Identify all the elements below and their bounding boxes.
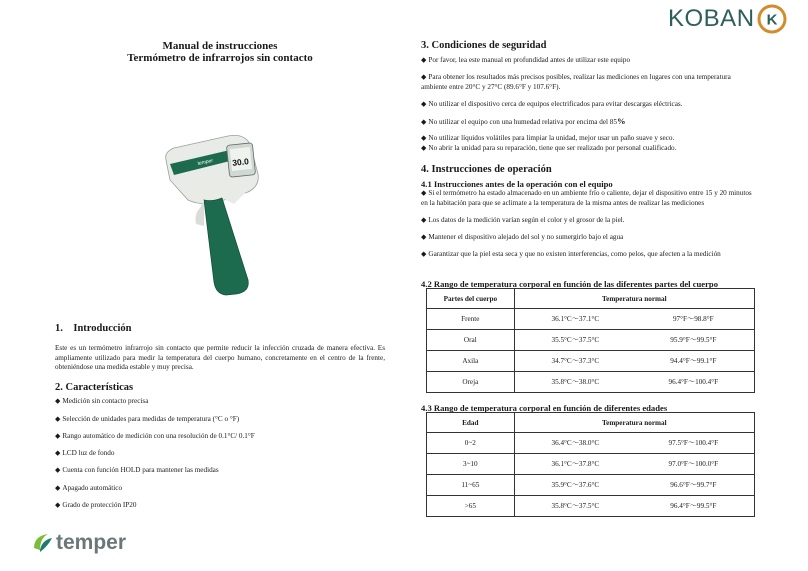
table-row: 11~65 35.9°C～37.6°C 96.6°F～99.7°F — [427, 475, 755, 496]
diamond-bullet-icon: ◆ — [421, 233, 427, 241]
table-row: 3~10 36.1°C～37.8°C 97.0°F～100.0°F — [427, 454, 755, 475]
koban-k-icon — [757, 4, 787, 34]
operation-sub1-heading: 4.1 Instrucciones antes de la operación con el equipo — [421, 179, 613, 189]
table-row: 0~2 36.4°C～38.0°C 97.5°F～100.4°F — [427, 433, 755, 454]
diamond-bullet-icon: ◆ — [55, 466, 61, 474]
feature-item — [55, 484, 122, 494]
device-lcd-reading: 30.0 — [231, 156, 250, 168]
feature-item-text: Selección de unidades para medidas de temperatura (°C o °F) — [62, 415, 240, 423]
koban-logo-text: KOBAN — [668, 5, 755, 32]
feature-item-text: Grado de protección IP20 — [62, 501, 137, 509]
diamond-bullet-icon: ◆ — [421, 250, 427, 258]
safety-item-text: No utilizar el equipo con una humedad relativa por encima del 85 — [428, 118, 617, 126]
operation-item-text: Garantizar que la piel esta seca y que no existen interferencias, como pelos, que afecten a la medición — [428, 250, 721, 258]
table-ages-col2: Temperatura normal — [514, 413, 754, 433]
operation-item-text: Los datos de la medición varían según el color y el grosor de la piel. — [428, 216, 625, 224]
thermometer-illustration — [160, 130, 270, 300]
diamond-bullet-icon: ◆ — [421, 56, 427, 64]
features-heading: 2. Características — [55, 382, 134, 393]
diamond-bullet-icon: ◆ — [55, 501, 61, 509]
safety-item-cont — [421, 83, 560, 93]
operation-item-text: Si el termómetro ha estado almacenado en un ambiente frío o caliente, dejar el dispositivo entre 15 y 20 minutos — [428, 189, 752, 197]
temper-leaf-icon — [30, 530, 56, 556]
safety-heading: 3. Condiciones de seguridad — [421, 40, 547, 51]
table-row: Oreja 35.8°C～38.0°C 96.4°F～100.4°F — [427, 372, 755, 393]
diamond-bullet-icon: ◆ — [55, 432, 61, 440]
safety-item-text: Por favor, lea este manual en profundidad antes de utilizar este equipo — [428, 56, 631, 64]
table-ages-heading: 4.3 Rango de temperatura corporal en función de diferentes edades — [421, 403, 668, 413]
table-parts-heading: 4.2 Rango de temperatura corporal en función de las diferentes partes del cuerpo — [421, 279, 719, 289]
diamond-bullet-icon: ◆ — [421, 134, 427, 142]
operation-item — [421, 189, 752, 199]
table-ages-col1: Edad — [427, 413, 515, 433]
operation-item-text: Mantener el dispositivo alejado del sol y no sumergirlo bajo el agua — [428, 233, 624, 241]
safety-item-text: No utilizar líquidos volátiles para limpiar la unidad, mejor usar un paño suave y seco. — [428, 134, 675, 142]
manual-title-line2: Termómetro de infrarrojos sin contacto — [127, 52, 313, 64]
feature-item-text: LCD luz de fondo — [62, 449, 115, 457]
manual-title — [90, 40, 350, 64]
diamond-bullet-icon: ◆ — [421, 216, 427, 224]
safety-item — [421, 100, 683, 110]
koban-logo — [668, 4, 787, 34]
manual-title-line1: Manual de instrucciones — [162, 40, 278, 52]
table-parts-col2: Temperatura normal — [514, 289, 754, 309]
table-ages — [426, 412, 755, 517]
safety-item-text: Para obtener los resultados más precisos posibles, realizar las mediciones en lugares con una temperatura — [428, 73, 731, 81]
temper-logo — [30, 530, 126, 556]
feature-item — [55, 415, 239, 425]
diamond-bullet-icon: ◆ — [55, 397, 61, 405]
table-row: Oral 35.5°C～37.5°C 95.9°F～99.5°F — [427, 330, 755, 351]
feature-item-text: Cuenta con función HOLD para mantener las medidas — [62, 466, 219, 474]
koban-k-letter: K — [766, 11, 777, 29]
temper-logo-text: temper — [56, 531, 127, 554]
safety-item — [421, 117, 626, 128]
diamond-bullet-icon: ◆ — [421, 189, 427, 197]
feature-item-text: Medición sin contacto precisa — [62, 397, 149, 405]
operation-item — [421, 233, 623, 243]
table-parts-col1: Partes del cuerpo — [427, 289, 515, 309]
safety-item — [421, 73, 731, 83]
operation-item-cont — [421, 199, 704, 209]
feature-item-text: Rango automático de medición con una resolución de 0.1°C/ 0.1°F — [62, 432, 255, 440]
diamond-bullet-icon: ◆ — [421, 73, 427, 81]
safety-item — [421, 56, 630, 66]
table-parts — [426, 288, 755, 393]
feature-item — [55, 449, 115, 459]
safety-item — [421, 134, 674, 144]
safety-item-text: ambiente entre 20°C y 27°C (89.6°F y 107.6°F). — [421, 83, 561, 91]
diamond-bullet-icon: ◆ — [421, 100, 427, 108]
diamond-bullet-icon: ◆ — [55, 415, 61, 423]
operation-item — [421, 250, 721, 260]
feature-item-text: Apagado automático — [62, 484, 123, 492]
intro-heading: 1. Introducción — [55, 323, 132, 334]
table-row: Frente 36.1°C～37.1°C 97°F～98.8°F — [427, 309, 755, 330]
operation-item — [421, 216, 625, 226]
diamond-bullet-icon: ◆ — [55, 484, 61, 492]
table-row: Axila 34.7°C～37.3°C 94.4°F～99.1°F — [427, 351, 755, 372]
percent-sign: % — [617, 116, 626, 126]
operation-item-text: en la habitación para que se aclimate a la temperatura de la misma antes de realizar las mediciones — [421, 199, 705, 207]
operation-heading: 4. Instrucciones de operación — [421, 164, 552, 175]
diamond-bullet-icon: ◆ — [421, 144, 427, 152]
feature-item — [55, 501, 136, 511]
safety-item-text: No utilizar el dispositivo cerca de equipos electrificados para evitar descargas eléctricas. — [428, 100, 683, 108]
safety-item-text: No abrir la unidad para su reparación, tiene que ser realizado por personal cualificado. — [428, 144, 677, 152]
feature-item — [55, 466, 219, 476]
diamond-bullet-icon: ◆ — [421, 118, 427, 126]
intro-text: Este es un termómetro infrarrojo sin contacto que permite reducir la infección cruzada de manera efectiva. Es ampliamente utilizado para medir la temperatura del cuerpo humano, concretamente en el centro de la frente, obteniéndose una medida estable y muy precisa. — [55, 344, 385, 371]
table-row: >65 35.8°C～37.5°C 96.4°F～99.5°F — [427, 496, 755, 517]
safety-item — [421, 144, 676, 154]
diamond-bullet-icon: ◆ — [55, 449, 61, 457]
feature-item — [55, 432, 255, 442]
device-brand-label: temper — [197, 157, 214, 167]
feature-item — [55, 397, 148, 407]
